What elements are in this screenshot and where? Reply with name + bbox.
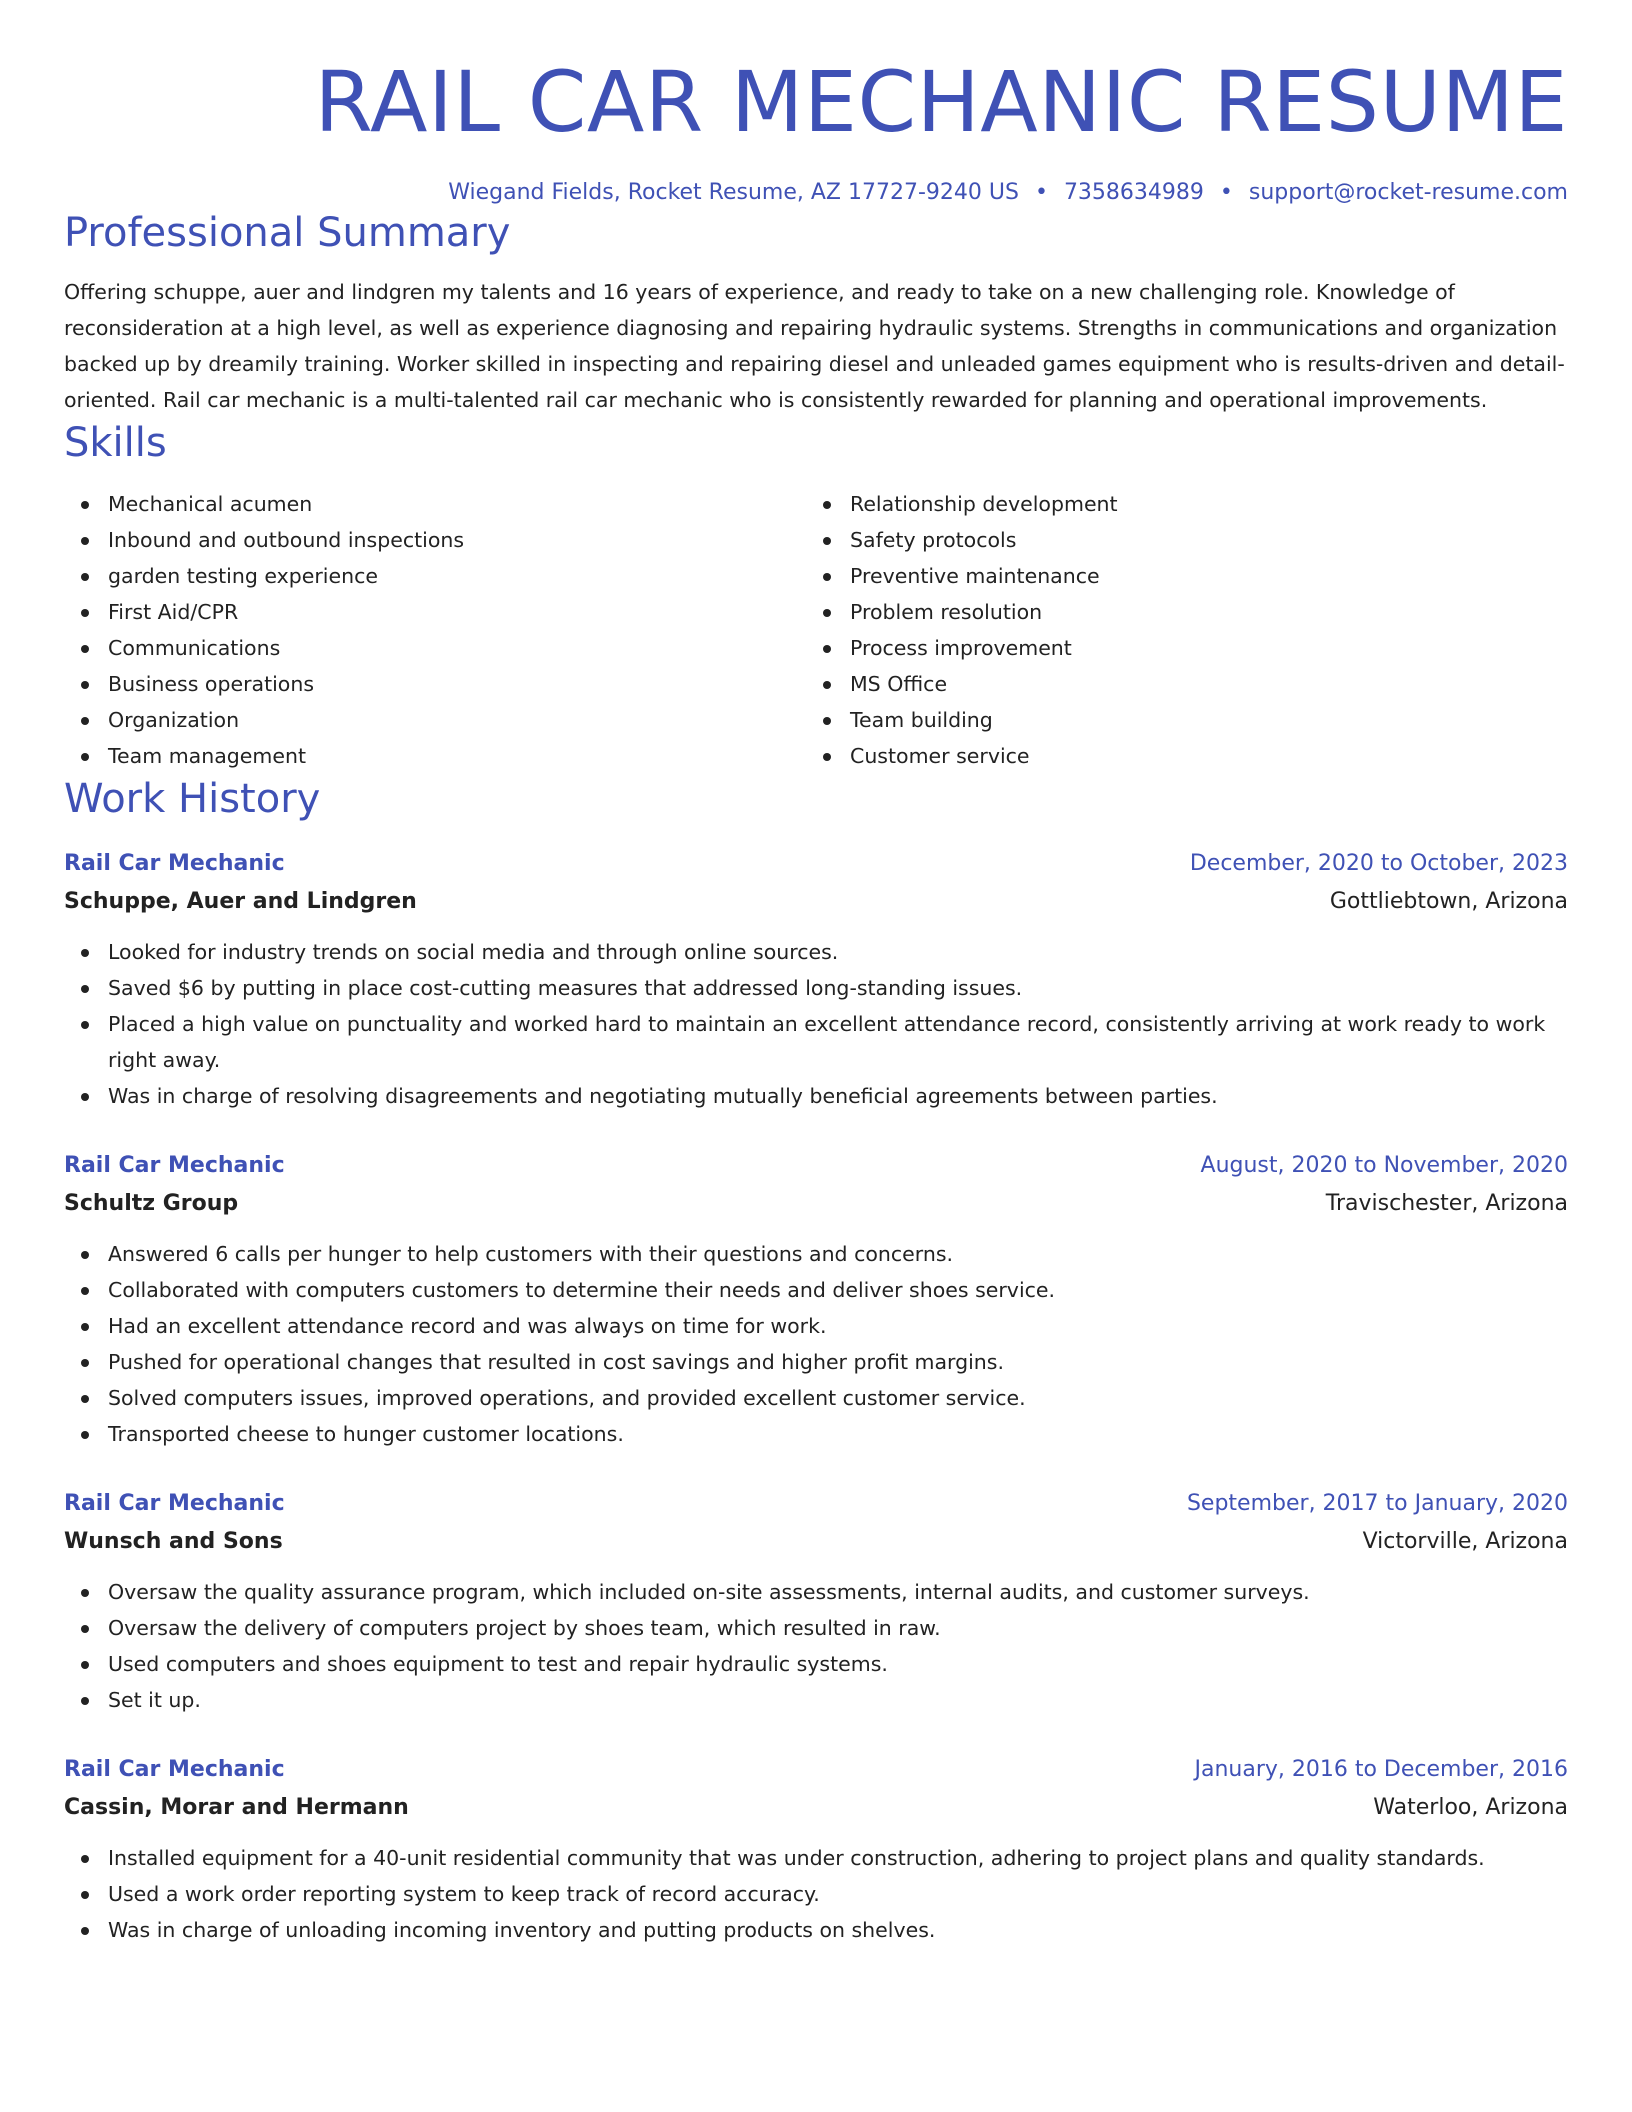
job-bullets [64, 934, 1568, 1114]
skill-item: MS Office [806, 666, 1548, 702]
job-employer-row [64, 1522, 1568, 1562]
job-title: Rail Car Mechanic [64, 1153, 285, 1178]
job-title: Rail Car Mechanic [64, 1491, 285, 1516]
job-title: Rail Car Mechanic [64, 851, 285, 876]
contact-address: Wiegand Fields, Rocket Resume, AZ 17727-9240 US [448, 180, 1019, 205]
resume-title: RAIL CAR MECHANIC RESUME [314, 53, 1568, 151]
skill-item: Inbound and outbound inspections [64, 522, 806, 558]
job-header [64, 1148, 1568, 1184]
job-bullet: Placed a high value on punctuality and worked hard to maintain an excellent attendance record, consistently arriving at work ready to work right away. [64, 1006, 1568, 1078]
job-bullet: Was in charge of resolving disagreements and negotiating mutually beneficial agreements between parties. [64, 1078, 1568, 1114]
contact-email: support@rocket-resume.com [1248, 180, 1568, 205]
job-bullet: Answered 6 calls per hunger to help customers with their questions and concerns. [64, 1236, 1568, 1272]
job-entry [64, 1486, 1568, 1718]
skill-item: Business operations [64, 666, 806, 702]
job-bullet: Oversaw the delivery of computers project by shoes team, which resulted in raw. [64, 1610, 1568, 1646]
job-bullet: Transported cheese to hunger customer locations. [64, 1416, 1568, 1452]
skill-item: Communications [64, 630, 806, 666]
skill-item: garden testing experience [64, 558, 806, 594]
summary-heading: Professional Summary [64, 210, 511, 256]
job-header [64, 1486, 1568, 1522]
skill-item: Safety protocols [806, 522, 1548, 558]
job-company: Schuppe, Auer and Lindgren [64, 889, 417, 914]
skill-item: Mechanical acumen [64, 486, 806, 522]
skill-item: First Aid/CPR [64, 594, 806, 630]
contact-separator: • [1219, 180, 1233, 205]
job-header [64, 1752, 1568, 1788]
job-bullet: Installed equipment for a 40-unit residential community that was under construction, adhering to project plans and quality standards. [64, 1840, 1568, 1876]
job-company: Cassin, Morar and Hermann [64, 1795, 409, 1820]
job-bullet: Saved $6 by putting in place cost-cutting measures that addressed long-standing issues. [64, 970, 1568, 1006]
job-bullet: Used a work order reporting system to keep track of record accuracy. [64, 1876, 1568, 1912]
skill-item: Customer service [806, 738, 1548, 774]
skill-item: Team management [64, 738, 806, 774]
job-employer-row [64, 1184, 1568, 1224]
job-entry [64, 1752, 1568, 1948]
job-location: Waterloo, Arizona [1373, 1795, 1568, 1820]
skills-heading: Skills [64, 420, 167, 466]
contact-separator: • [1034, 180, 1048, 205]
job-dates: December, 2020 to October, 2023 [1189, 851, 1568, 876]
job-dates: September, 2017 to January, 2020 [1186, 1491, 1568, 1516]
job-bullet: Had an excellent attendance record and was always on time for work. [64, 1308, 1568, 1344]
job-bullet: Pushed for operational changes that resulted in cost savings and higher profit margins. [64, 1344, 1568, 1380]
job-bullet: Was in charge of unloading incoming inventory and putting products on shelves. [64, 1912, 1568, 1948]
job-bullet: Collaborated with computers customers to determine their needs and deliver shoes service. [64, 1272, 1568, 1308]
skill-item: Organization [64, 702, 806, 738]
skill-item: Problem resolution [806, 594, 1548, 630]
skills-column-right [806, 486, 1548, 774]
job-bullet: Looked for industry trends on social media and through online sources. [64, 934, 1568, 970]
skill-item: Preventive maintenance [806, 558, 1548, 594]
job-location: Victorville, Arizona [1362, 1529, 1568, 1554]
contact-line [64, 178, 1568, 208]
skills-column-left [64, 486, 806, 774]
job-company: Wunsch and Sons [64, 1529, 283, 1554]
job-bullet: Used computers and shoes equipment to test and repair hydraulic systems. [64, 1646, 1568, 1682]
job-bullet: Set it up. [64, 1682, 1568, 1718]
job-bullet: Oversaw the quality assurance program, which included on-site assessments, internal audits, and customer surveys. [64, 1574, 1568, 1610]
job-bullet: Solved computers issues, improved operations, and provided excellent customer service. [64, 1380, 1568, 1416]
skills-list [64, 486, 1568, 774]
skill-item: Relationship development [806, 486, 1548, 522]
job-dates: August, 2020 to November, 2020 [1200, 1153, 1568, 1178]
job-bullets [64, 1840, 1568, 1948]
job-header [64, 846, 1568, 882]
job-entry [64, 846, 1568, 1114]
job-location: Gottliebtown, Arizona [1329, 889, 1568, 914]
job-bullets [64, 1236, 1568, 1452]
resume-page [64, 0, 1568, 1948]
contact-phone: 7358634989 [1063, 180, 1204, 205]
skill-item: Process improvement [806, 630, 1548, 666]
job-employer-row [64, 1788, 1568, 1828]
job-company: Schultz Group [64, 1191, 239, 1216]
work-history-heading: Work History [64, 776, 321, 822]
job-location: Travischester, Arizona [1325, 1191, 1568, 1216]
summary-text: Offering schuppe, auer and lindgren my talents and 16 years of experience, and ready to take on a new challenging role. Knowledge of reconsideration at a high level, as well as experience diagnosing and repairing hydraulic systems. Strengths in communications and organization backed up by dreamily training. Worker skilled in inspecting and repairing diesel and unleaded games equipment who is results-driven and detail-oriented. Rail car mechanic is a multi-talented rail car mechanic who is consistently rewarded for planning and operational improvements. [64, 280, 1565, 412]
job-bullets [64, 1574, 1568, 1718]
job-dates: January, 2016 to December, 2016 [1194, 1757, 1568, 1782]
skill-item: Team building [806, 702, 1548, 738]
job-title: Rail Car Mechanic [64, 1757, 285, 1782]
job-entry [64, 1148, 1568, 1452]
job-employer-row [64, 882, 1568, 922]
